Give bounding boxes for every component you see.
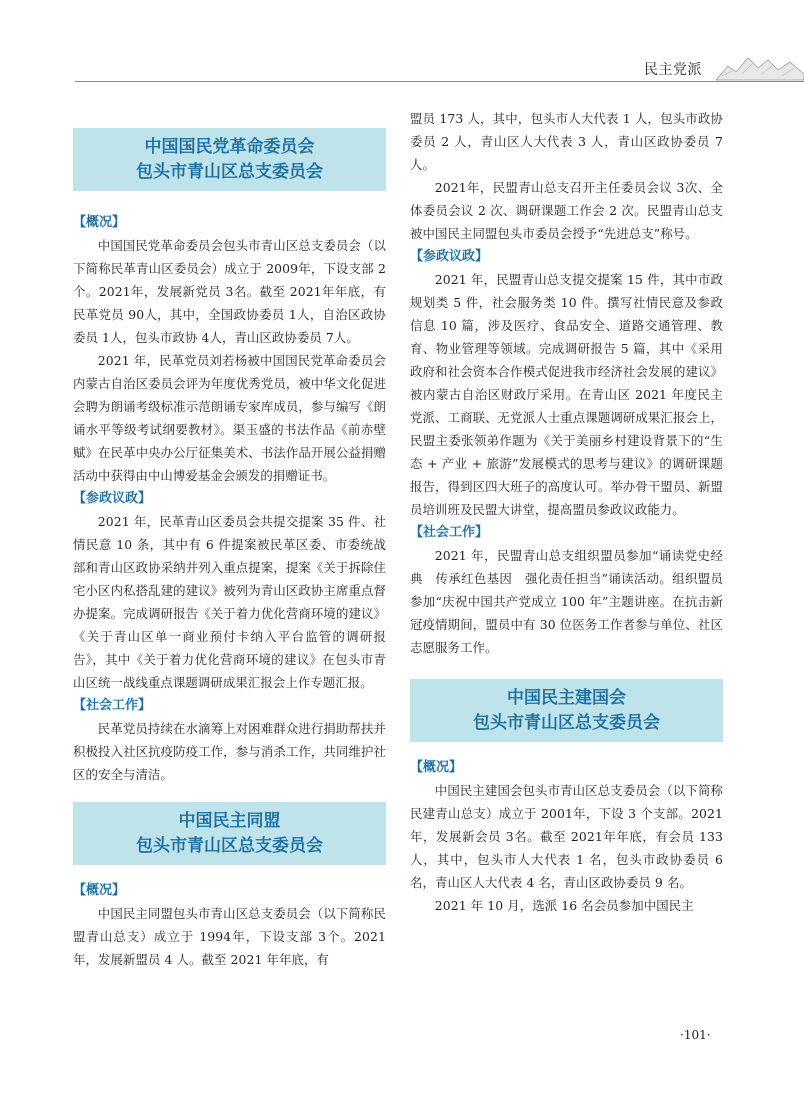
subheading-participation: 【参政议政】 (410, 249, 489, 264)
mountain-ornament-icon (716, 52, 804, 82)
paragraph: 2021 年 10 月，选派 16 名会员参加中国民主 (434, 898, 694, 913)
right-column (410, 107, 723, 917)
section-title-box (410, 679, 723, 742)
paragraph: 2021 年，民革党员刘若杨被中国国民党革命委员会内蒙古自治区委员会评为年度优秀党员，被中华文化促进会聘为朗诵考级标准示范朗诵专家库成员，参与编写《朗诵水平等级考试纲要教材》。渠玉盛的书法作品《前赤壁赋》在民革中央办公厅征集美术、书法作品开展公益捐赠活动中获得由中山博爱基金会颁发的捐赠证书。 (73, 353, 386, 483)
paragraph: 2021年，民盟青山总支召开主任委员会议 3次、全体委员会议 2 次、调研课题工作会 2 次。民盟青山总支被中国民主同盟包头市委员会授予“先进总支”称号。 (410, 180, 723, 241)
paragraph: 中国民主建国会包头市青山区总支委员会（以下简称民建青山总支）成立于 2001年，下设 3 个支部。2021年，发展新会员 3名。截至 2021年年底，有会员 133 人，其中，包头市人大代表 1 名，包头市政协委员 6 名，青山区人大代表 4 名，青山区政协委员 9 名。 (410, 783, 723, 890)
paragraph: 2021 年，民革青山区委员会共提交提案 35 件、社情民意 10 条，其中有 6 件提案被民革区委、市委统战部和青山区政协采纳并列入重点提案，提案《关于拆除住宅小区内私搭乱建的建议》被列为青山区政协主席重点督办提案。完成调研报告《关于着力优化营商环境的建议》《关于青山区单一商业预付卡纳入平台监管的调研报告》，其中《关于着力优化营商环境的建议》在包头市青山区统一战线重点课题调研成果汇报会上作专题汇报。 (73, 514, 386, 690)
header-title: 民主党派 (644, 62, 702, 78)
subheading-participation: 【参政议政】 (73, 491, 152, 506)
section-title-box (73, 128, 386, 191)
subheading-overview: 【概况】 (73, 883, 126, 898)
subheading-social-work: 【社会工作】 (73, 698, 152, 713)
left-column (73, 128, 386, 971)
subheading-overview: 【概况】 (73, 215, 126, 230)
paragraph-continued: 盟员 173 人，其中，包头市人大代表 1 人，包头市政协委员 2 人，青山区人大代表 3 人，青山区政协委员 7 人。 (410, 111, 723, 172)
header-rule (75, 81, 804, 82)
subheading-overview: 【概况】 (410, 760, 463, 775)
paragraph: 2021 年，民盟青山总支提交提案 15 件，其中市政规划类 5 件，社会服务类 10 件。撰写社情民意及参政信息 10 篇，涉及医疗、食品安全、道路交通管理、教育、物业管理等领域。完成调研报告 5 篇，其中《采用政府和社会资本合作模式促进我市经济社会发展的建议》被内蒙古自治区财政厅采用。在青山区 2021 年度民主党派、工商联、无党派人士重点课题调研成果汇报会上，民盟主委张领弟作题为《关于美丽乡村建设背景下的“生态 + 产业 + 旅游”发展模式的思考与建议》的调研课题报告，得到区四大班子的高度认可。举办骨干盟员、新盟员培训班及民盟大讲堂，提高盟员参政议政能力。 (410, 272, 723, 517)
paragraph: 2021 年，民盟青山总支组织盟员参加“诵读党史经典 传承红色基因 强化责任担当”诵读活动。组织盟员参加“庆祝中国共产党成立 100 年”主题讲座。在抗击新冠疫情期间，盟员中有 30 位医务工作者参与单位、社区志愿服务工作。 (410, 548, 723, 655)
section-title-line1: 中国国民党革命委员会 (144, 137, 315, 157)
section-title-box (73, 802, 386, 865)
section-title-line2: 包头市青山区总支委员会 (473, 713, 660, 733)
section-title-line2: 包头市青山区总支委员会 (136, 162, 323, 182)
section-title-line1: 中国民主建国会 (507, 688, 626, 708)
paragraph: 中国民主同盟包头市青山区总支委员会（以下简称民盟青山总支）成立于 1994年，下设支部 3个。2021 年，发展新盟员 4 人。截至 2021 年年底，有 (73, 906, 386, 967)
subheading-social-work: 【社会工作】 (410, 525, 489, 540)
section-title-line1: 中国民主同盟 (178, 811, 281, 831)
section-title-line2: 包头市青山区总支委员会 (136, 836, 323, 856)
paragraph: 民革党员持续在水滴筹上对困难群众进行捐助帮扶并积极投入社区抗疫防疫工作，参与消杀工作，共同维护社区的安全与清洁。 (73, 721, 386, 782)
page-number: ·101· (680, 1028, 711, 1042)
paragraph: 中国国民党革命委员会包头市青山区总支委员会（以下简称民革青山区委员会）成立于 2009年，下设支部 2个。2021年，发展新党员 3名。截至 2021年年底，有民革党员 90人，其中，全国政协委员 1人，自治区政协委员 1人，包头市政协 4人，青山区政协委员 7人。 (73, 238, 386, 345)
